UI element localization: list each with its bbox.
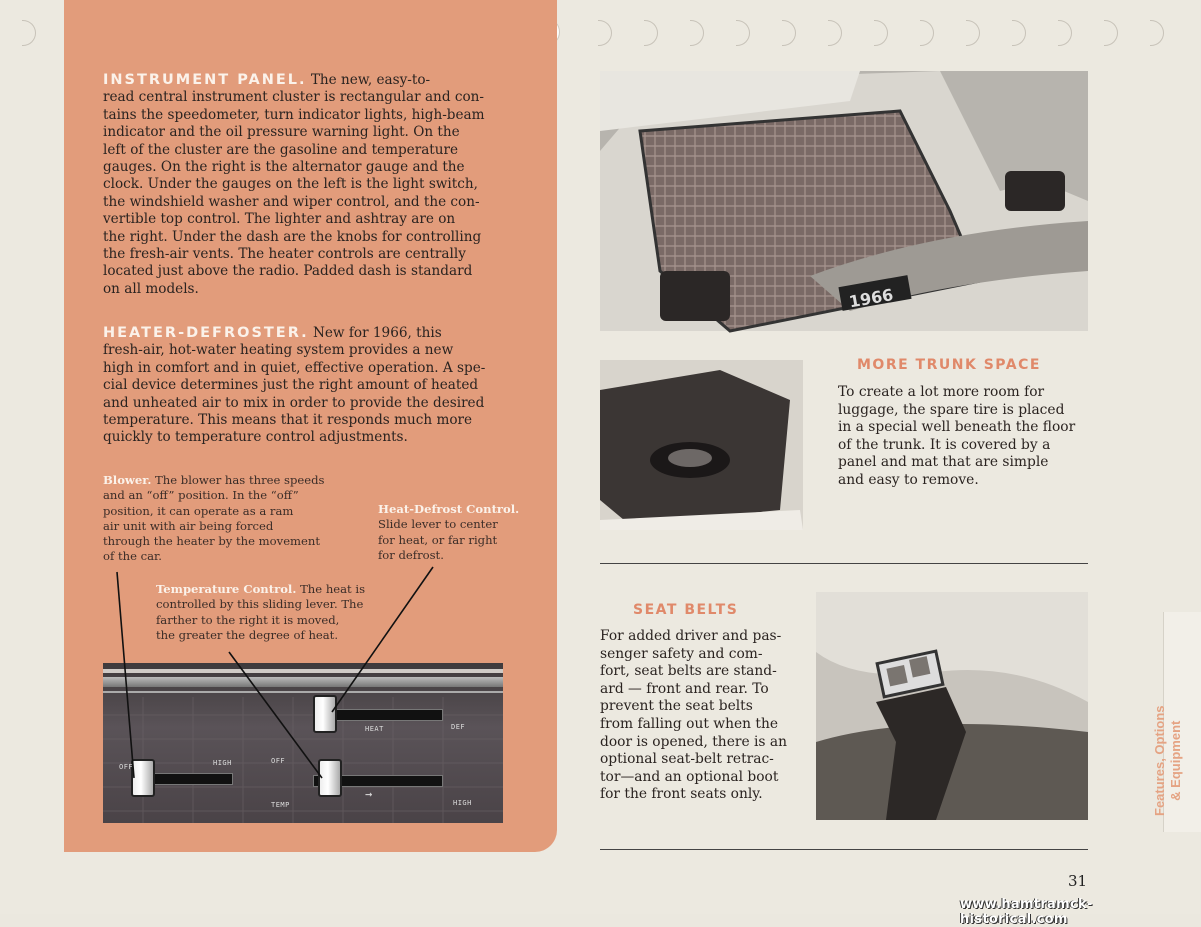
text-line: New for 1966, this <box>308 325 442 341</box>
text-line: panel and mat that are simple <box>838 454 1049 471</box>
text-line: senger safety and com- <box>600 645 763 662</box>
caption-line: for heat, or far right <box>378 532 498 547</box>
text-line: the right. Under the dash are the knobs for controlling <box>103 228 482 245</box>
license-plate-text: 1966 <box>847 285 895 312</box>
caption-line: for defrost. <box>378 547 444 562</box>
divider <box>600 849 1088 850</box>
text-line: the fresh-air vents. The heater controls are centrally <box>103 246 466 263</box>
spare-tire-illustration <box>600 360 803 530</box>
caption-line: and an “off” position. In the “off” <box>103 488 299 503</box>
text-line: for the front seats only. <box>600 786 763 803</box>
divider <box>600 563 1088 564</box>
slider-label-temp: TEMP <box>271 801 290 809</box>
text-line: on all models. <box>103 280 199 297</box>
text-line: door is opened, there is an <box>600 733 787 750</box>
caption-line: The blower has three speeds <box>151 473 325 487</box>
caption-line: The heat is <box>296 582 366 596</box>
instrument-panel-heading: INSTRUMENT PANEL. <box>103 72 307 88</box>
text-line: ard — front and rear. To <box>600 680 769 697</box>
text-line: fort, seat belts are stand- <box>600 663 777 680</box>
text-line: To create a lot more room for <box>838 384 1045 400</box>
text-line: from falling out when the <box>600 715 778 732</box>
text-line: and easy to remove. <box>838 471 979 488</box>
seatbelt-photo <box>816 592 1088 820</box>
text-line: prevent the seat belts <box>600 698 753 715</box>
text-line: tains the speedometer, turn indicator lights, high-beam <box>103 106 485 123</box>
text-line: indicator and the oil pressure warning light. On the <box>103 124 460 141</box>
text-line: and unheated air to mix in order to provide the desired <box>103 394 485 411</box>
trunk-photo <box>600 71 1088 331</box>
slider-label-high: HIGH <box>213 759 232 767</box>
text-line: of the trunk. It is covered by a <box>838 436 1051 453</box>
caption-title: Temperature Control. <box>156 582 297 596</box>
caption-line: the greater the degree of heat. <box>156 627 339 642</box>
text-line: The new, easy-to- <box>306 72 431 88</box>
caption-line: of the car. <box>103 549 162 564</box>
text-line: optional seat-belt retrac- <box>600 751 774 768</box>
caption-line: Slide lever to center <box>378 517 498 532</box>
text-line: gauges. On the right is the alternator gauge and the <box>103 159 465 176</box>
seatbelts-text <box>600 628 792 804</box>
text-line: luggage, the spare tire is placed <box>838 401 1065 418</box>
text-line: For added driver and pas- <box>600 628 782 644</box>
tab-line: & Equipment <box>1168 720 1183 801</box>
text-line: left of the cluster are the gasoline and temperature <box>103 141 459 158</box>
caption-line: controlled by this sliding lever. The <box>156 597 364 612</box>
text-line: vertible top control. The lighter and ashtray are on <box>103 211 456 228</box>
text-line: in a special well beneath the floor <box>838 419 1076 436</box>
slider-label-off: OFF <box>271 757 286 765</box>
slider-label-heat: HEAT <box>365 725 384 733</box>
caption-line: air unit with air being forced <box>103 518 274 533</box>
arrow-right-icon: → <box>365 787 373 801</box>
text-line: the windshield washer and wiper control, and the con- <box>103 193 480 210</box>
caption-title: Heat-Defrost Control. <box>378 502 520 516</box>
slider-label-high: HIGH <box>453 799 472 807</box>
watermark: www.hamtramck-historical.com <box>960 897 1093 927</box>
heater-heading: HEATER-DEFROSTER. <box>103 325 309 341</box>
page-number: 31 <box>1068 872 1088 890</box>
text-line: temperature. This means that it responds much more <box>103 412 473 429</box>
seatbelt-illustration <box>816 592 1088 820</box>
caption-title: Blower. <box>103 473 152 487</box>
slider-label-off: OFF <box>119 763 134 771</box>
spare-tire-photo <box>600 360 803 530</box>
trunk-illustration <box>600 71 1088 331</box>
text-line: cial device determines just the right amount of heated <box>103 377 479 394</box>
seatbelts-heading: SEAT BELTS <box>633 602 739 618</box>
trunk-text <box>838 384 1086 490</box>
text-line: read central instrument cluster is rectangular and con- <box>103 89 484 106</box>
text-line: high in comfort and in quiet, effective operation. A spe- <box>103 359 486 376</box>
text-line: located just above the radio. Padded dash is standard <box>103 263 473 280</box>
text-line: quickly to temperature control adjustments. <box>103 429 408 446</box>
section-tab-label <box>1152 705 1184 816</box>
text-line: fresh-air, hot-water heating system provides a new <box>103 342 454 359</box>
tab-line: Features, Options <box>1152 705 1167 816</box>
trunk-heading: MORE TRUNK SPACE <box>857 357 1041 373</box>
text-line: tor—and an optional boot <box>600 768 779 785</box>
caption-line: farther to the right it is moved, <box>156 612 340 627</box>
caption-line: position, it can operate as a ram <box>103 503 294 518</box>
slider-label-def: DEF <box>451 723 466 731</box>
text-line: clock. Under the gauges on the left is the light switch, <box>103 176 478 193</box>
caption-line: through the heater by the movement <box>103 534 321 549</box>
